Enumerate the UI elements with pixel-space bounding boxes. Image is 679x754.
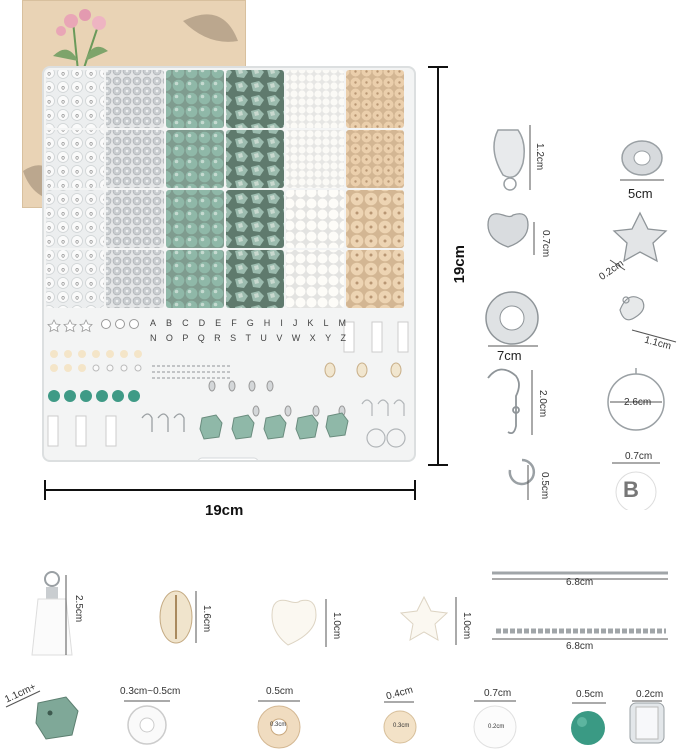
alphabet-letter: S [230, 333, 237, 343]
alphabet-letter: N [150, 333, 157, 343]
letter-bead-char: B [623, 477, 639, 502]
compartment-wood-beads [346, 190, 404, 248]
compartment-silver-spacers [106, 130, 164, 188]
turquoise-size-label: 0.5cm [576, 689, 604, 700]
width-tick-right [414, 480, 416, 500]
alphabet-letter: B [166, 318, 173, 328]
compartment-stone-chips [226, 70, 284, 128]
alphabet-letter: L [323, 318, 329, 328]
compartment-wood-beads [346, 130, 404, 188]
turquoise-bead-icon [571, 711, 605, 745]
compartment-silver-spacers [106, 70, 164, 128]
cream-beads [50, 350, 142, 372]
lobster-clasp-icon [494, 130, 524, 190]
flower-illustration-icon [53, 9, 108, 71]
alphabet-letter: F [231, 318, 237, 328]
alphabet-letter: X [309, 333, 316, 343]
compartment-letter-beads [46, 70, 104, 128]
alphabet-letter: C [182, 318, 189, 328]
compartment-letter-beads [46, 190, 104, 248]
alphabet-letter: J [292, 318, 298, 328]
rondelle-size-label: 0.2cm [636, 689, 664, 700]
tray-compartments [42, 66, 414, 460]
star-bead-icon [614, 213, 666, 261]
parts-illustrations [480, 110, 679, 510]
alphabet-letter: U [260, 333, 267, 343]
star-heart-beads [48, 320, 139, 332]
compartment-amazonite-beads [166, 130, 224, 188]
height-dimension-line [437, 66, 439, 466]
open-ring-icon [510, 460, 534, 484]
compartment-amazonite-beads [166, 190, 224, 248]
compartment-pearls [286, 70, 344, 128]
open-ring-size-label: 0.5cm [539, 472, 550, 500]
alphabet-letter: O [165, 333, 173, 343]
hook-size-label: 2.0cm [537, 390, 548, 418]
compartment-stone-chips [226, 250, 284, 308]
rondelle-icon [630, 703, 664, 743]
white-disc-inner-label: 0.2cm [488, 724, 505, 730]
height-tick-top [428, 66, 448, 68]
height-tick-bottom [428, 464, 448, 466]
compartment-silver-spacers [106, 250, 164, 308]
clear-bead-size-label: 0.3cm~0.5cm [120, 686, 181, 697]
tassel-size-label: 2.5cm [73, 595, 84, 623]
alphabet-letter: V [276, 333, 283, 343]
compartment-amazonite-beads [166, 70, 224, 128]
jump-ring-donut-icon [486, 292, 538, 344]
alphabet-letter: W [291, 333, 301, 343]
compartment-pearls [286, 130, 344, 188]
compartment-stone-chips [226, 190, 284, 248]
star-size-label: 0.2cm [597, 258, 626, 283]
tray-latch [198, 458, 258, 460]
alphabet-letter: T [245, 333, 251, 343]
width-dimension-label: 19cm [205, 502, 244, 519]
compartment-amazonite-beads [166, 250, 224, 308]
compartment-letter-beads [46, 130, 104, 188]
compartment-silver-spacers [106, 190, 164, 248]
ear-hook-icon [488, 369, 519, 433]
white-tassels [48, 416, 116, 446]
alphabet-letter: Z [340, 333, 346, 343]
donut-size-label: 7cm [497, 348, 522, 363]
heart-bead-icon [488, 214, 528, 247]
compartment-wood-beads [346, 250, 404, 308]
spacer-ring-icon [622, 141, 662, 175]
compartment-pearls [286, 190, 344, 248]
beige-bead-size-label: 0.4cm [385, 684, 415, 703]
clasp-size-label: 1.2cm [534, 143, 545, 171]
alphabet-letter: I [280, 318, 283, 328]
compartment-stone-chips [226, 130, 284, 188]
heart-size-label: 0.7cm [540, 230, 551, 258]
alphabet-letter: P [182, 333, 189, 343]
height-dimension-label: 19cm [451, 245, 468, 284]
stone-chip-icon [36, 697, 78, 739]
alphabet-letter: D [198, 318, 206, 328]
alphabet-row-2 [150, 333, 346, 343]
chip-size-label: 1.1cm+ [3, 681, 38, 706]
cowrie-size-label: 1.6cm [201, 605, 212, 633]
alphabet-letter: M [338, 318, 346, 328]
alphabet-letter: Y [325, 333, 332, 343]
cowrie-shells [325, 363, 401, 377]
compartment-wood-beads [346, 70, 404, 128]
chain-size-label: 6.8cm [566, 641, 594, 652]
alphabet-letter: R [214, 333, 221, 343]
ear-hooks [142, 414, 184, 432]
wood-bead-inner-label: 0.3cm [270, 722, 287, 728]
alphabet-letter: E [215, 318, 222, 328]
clear-bead-icon [128, 706, 166, 744]
tray-tassels [344, 322, 408, 352]
chain-segments [152, 366, 232, 378]
alphabet-row-1 [150, 318, 346, 328]
stone-pendants [200, 413, 348, 439]
white-disc-size-label: 0.7cm [484, 688, 512, 699]
hoop-earrings [362, 400, 405, 447]
turquoise-beads [48, 390, 140, 402]
beige-bead-inner-label: 0.3cm [393, 723, 410, 729]
hoop-size-label: 2.6cm [624, 397, 652, 408]
alphabet-letter: H [263, 318, 271, 328]
compartment-pearls [286, 250, 344, 308]
head-pin-size-label: 6.8cm [566, 577, 594, 588]
bead-tip-size-label: 1.1cm [643, 334, 673, 353]
width-dimension-line [44, 489, 416, 491]
pearl-star-size-label: 1.0cm [461, 612, 472, 640]
width-tick-left [44, 480, 46, 500]
spacer-size-label: 5cm [628, 186, 653, 201]
alphabet-letter: G [246, 318, 254, 328]
wood-bead-size-label: 0.5cm [266, 686, 294, 697]
letter-bead-size-label: 0.7cm [625, 451, 653, 462]
pearl-heart-icon [272, 600, 316, 645]
lobster-clasps [209, 381, 345, 416]
cowrie-icon [160, 591, 192, 643]
alphabet-letter: A [150, 318, 157, 328]
pearl-star-icon [401, 597, 447, 640]
alphabet-letter: Q [197, 333, 205, 343]
compartment-letter-beads [46, 250, 104, 308]
pearl-heart-size-label: 1.0cm [331, 612, 342, 640]
bead-tip-icon [620, 297, 644, 320]
alphabet-letter: K [307, 318, 314, 328]
